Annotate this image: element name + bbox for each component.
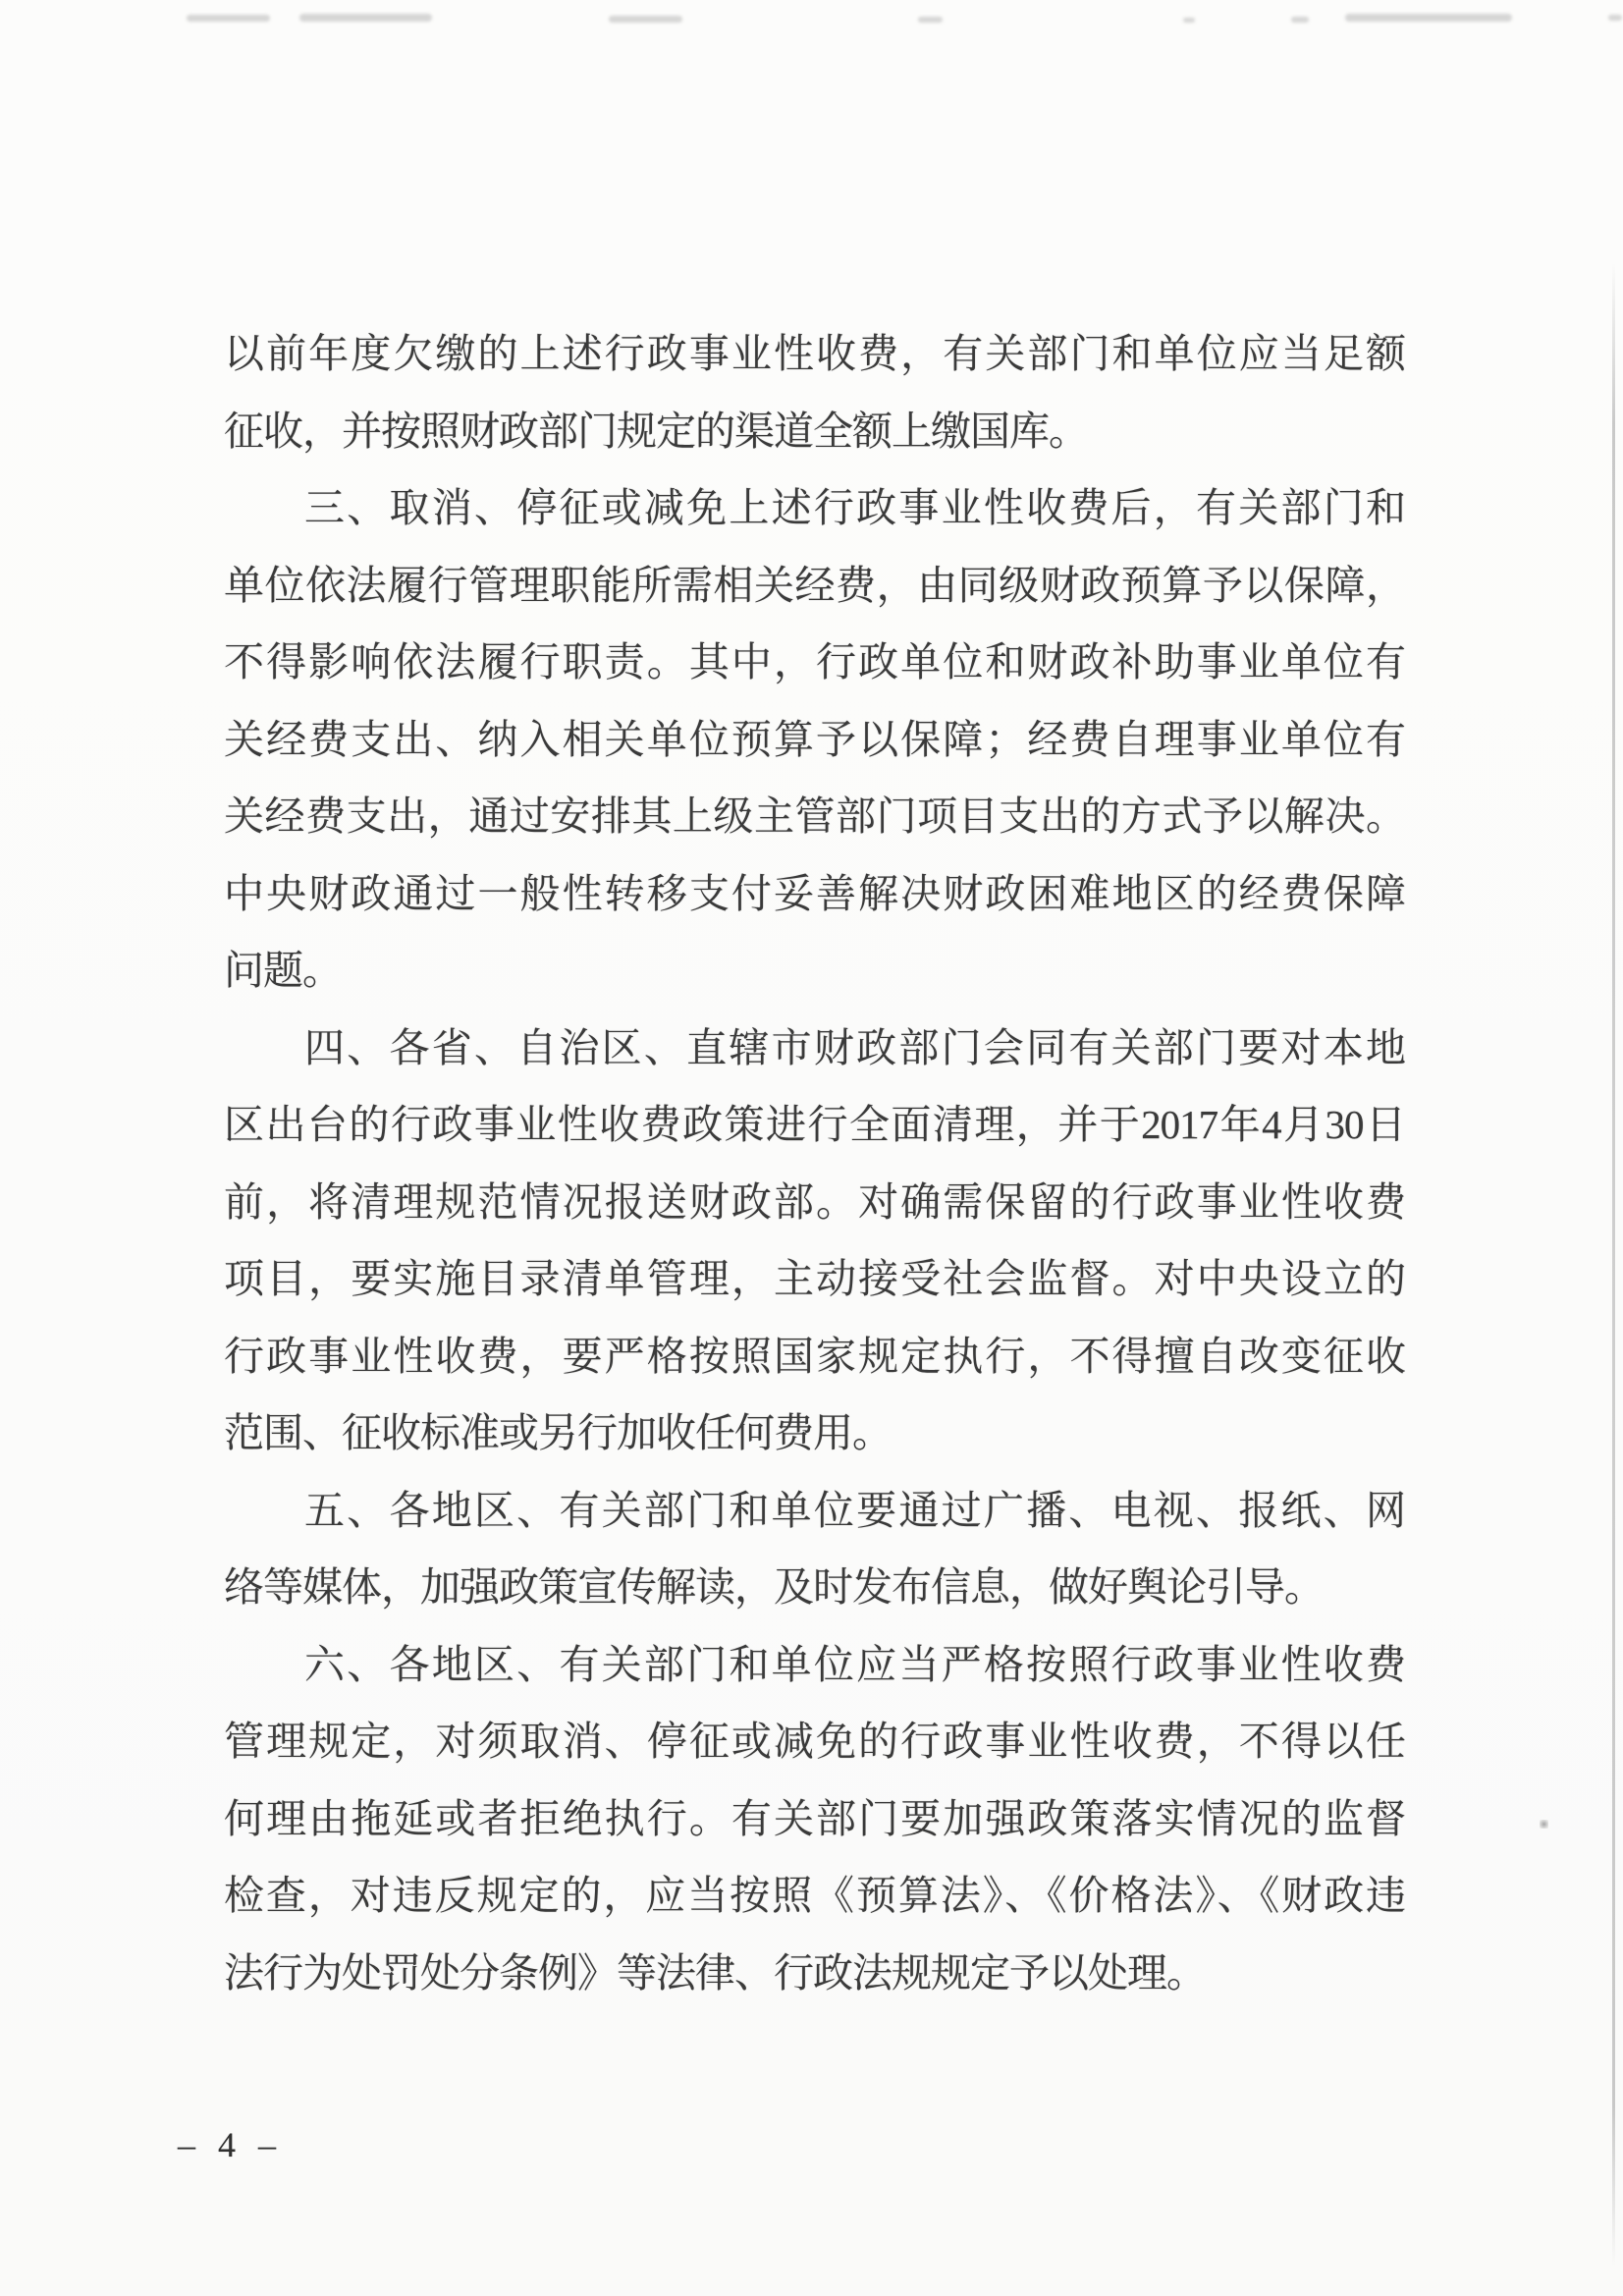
text-line: 管理规定，对须取消、停征或减免的行政事业性收费，不得以任 [224, 1719, 1405, 1764]
text-line: 六、各地区、有关部门和单位应当严格按照行政事业性收费 [304, 1641, 1405, 1687]
text-line: 络等媒体，加强政策宣传解读，及时发布信息，做好舆论引导。 [224, 1564, 1324, 1610]
text-line: 不得影响依法履行职责。其中，行政单位和财政补助事业单位有 [224, 639, 1405, 684]
text-line: 四、各省、自治区、直辖市财政部门会同有关部门要对本地 [304, 1024, 1405, 1070]
text-line: 问题。 [224, 948, 342, 993]
text-line: 法行为处罚处分条例》等法律、行政法规规定予以处理。 [224, 1949, 1206, 1995]
text-line: 前，将清理规范情况报送财政部。对确需保留的行政事业性收费 [224, 1178, 1405, 1225]
text-line: 范围、征收标准或另行加收任何费用。 [224, 1410, 892, 1455]
text-line: 征收，并按照财政部门规定的渠道全额上缴国库。 [224, 408, 1088, 454]
scan-artifact [1608, 15, 1622, 21]
text-line: 检查，对违反规定的，应当按照《预算法》、《价格法》、《财政违 [224, 1873, 1405, 1918]
scan-artifact-edge-line [1612, 263, 1615, 2267]
scan-artifact [1345, 14, 1512, 22]
scan-artifact [609, 16, 682, 23]
scan-artifact [1183, 18, 1195, 23]
text-line: 五、各地区、有关部门和单位要通过广播、电视、报纸、网 [304, 1487, 1405, 1533]
scan-artifact [918, 17, 943, 23]
document-body [224, 315, 1405, 2011]
text-line: 中央财政通过一般性转移支付妥善解决财政困难地区的经费保障 [224, 870, 1405, 916]
text-line: 行政事业性收费，要严格按照国家规定执行，不得擅自改变征收 [224, 1333, 1405, 1379]
text-line: 何理由拖延或者拒绝执行。有关部门要加强政策落实情况的监督 [224, 1795, 1405, 1841]
scan-artifact [299, 14, 432, 22]
text-line: 以前年度欠缴的上述行政事业性收费，有关部门和单位应当足额 [224, 331, 1405, 376]
text-line: 区出台的行政事业性收费政策进行全面清理，并于2017年4月30日 [224, 1102, 1405, 1147]
text-line: 项目，要实施目录清单管理，主动接受社会监督。对中央设立的 [224, 1256, 1405, 1301]
text-line: 关经费支出、纳入相关单位预算予以保障；经费自理事业单位有 [224, 716, 1405, 762]
page-number: – 4 – [178, 2125, 283, 2164]
scan-artifact [1291, 17, 1309, 23]
text-line: 单位依法履行管理职能所需相关经费，由同级财政预算予以保障， [224, 562, 1405, 608]
scan-artifact-speck [1540, 1820, 1548, 1829]
text-line: 三、取消、停征或减免上述行政事业性收费后，有关部门和 [304, 485, 1405, 530]
scan-artifact [187, 15, 270, 22]
text-line: 关经费支出，通过安排其上级主管部门项目支出的方式予以解决。 [224, 793, 1405, 839]
